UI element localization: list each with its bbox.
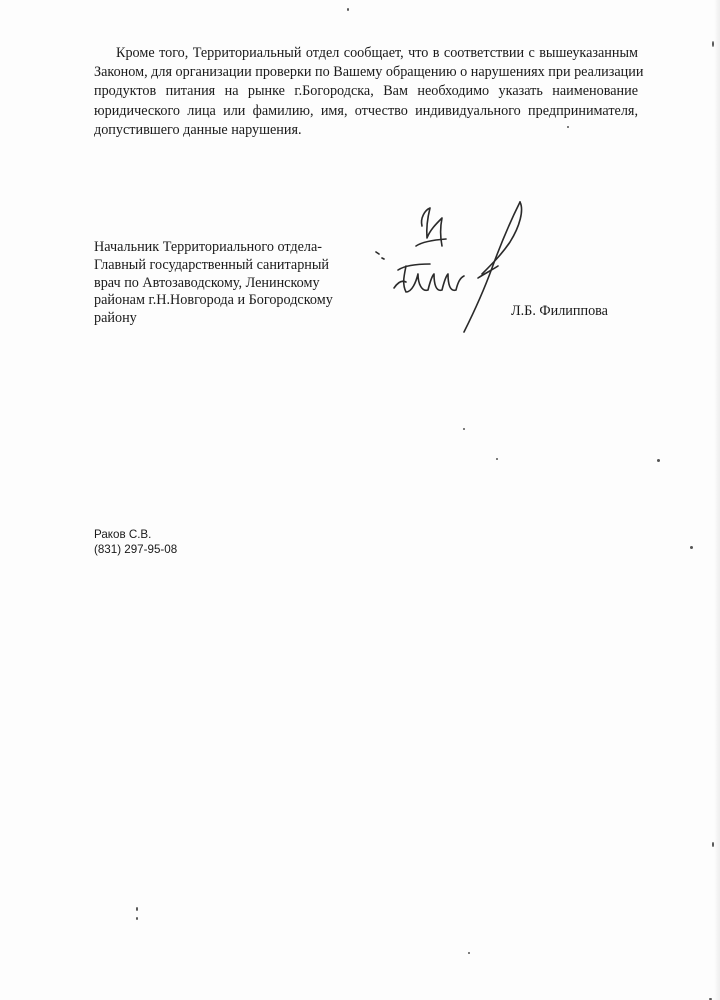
scan-speck: [463, 428, 465, 430]
signatory-title-line: району: [94, 310, 137, 327]
executor-phone: (831) 297-95-08: [94, 543, 178, 556]
signatory-title-line: врач по Автозаводскому, Ленинскому: [94, 274, 320, 291]
scan-speck: [347, 8, 349, 11]
signatory-title-line: Главный государственный санитарный: [94, 256, 330, 273]
signatory-name: Л.Б. Филиппова: [511, 303, 608, 319]
signatory-title-line: Начальник Территориального отдела-: [94, 239, 323, 255]
scan-speck: [657, 459, 660, 462]
body-paragraph: [94, 44, 644, 140]
scan-speck: [567, 126, 569, 128]
scan-speck: [468, 952, 470, 954]
executor-name: Раков С.В.: [94, 528, 152, 541]
paragraph-line: юридического лица или фамилию, имя, отчество индивидуального предпринимателя,: [94, 102, 638, 119]
page-edge-shadow: [714, 0, 720, 1000]
scan-speck: [496, 458, 498, 460]
signatory-title-line: районам г.Н.Новгорода и Богородскому: [94, 292, 333, 309]
scan-speck: [690, 546, 693, 549]
signatory-title: [94, 239, 374, 328]
scan-speck: [136, 907, 138, 911]
scan-speck: [136, 917, 138, 920]
paragraph-line: Законом, для организации проверки по Вашему обращению о нарушениях при реализации: [94, 64, 644, 81]
paragraph-line: допустившего данные нарушения.: [94, 121, 302, 138]
paragraph-line: Кроме того, Территориальный отдел сообщает, что в соответствии с вышеуказанным: [116, 45, 638, 61]
executor-info: [94, 527, 177, 557]
paragraph-line: продуктов питания на рынке г.Богородска, Вам необходимо указать наименование: [94, 83, 638, 100]
